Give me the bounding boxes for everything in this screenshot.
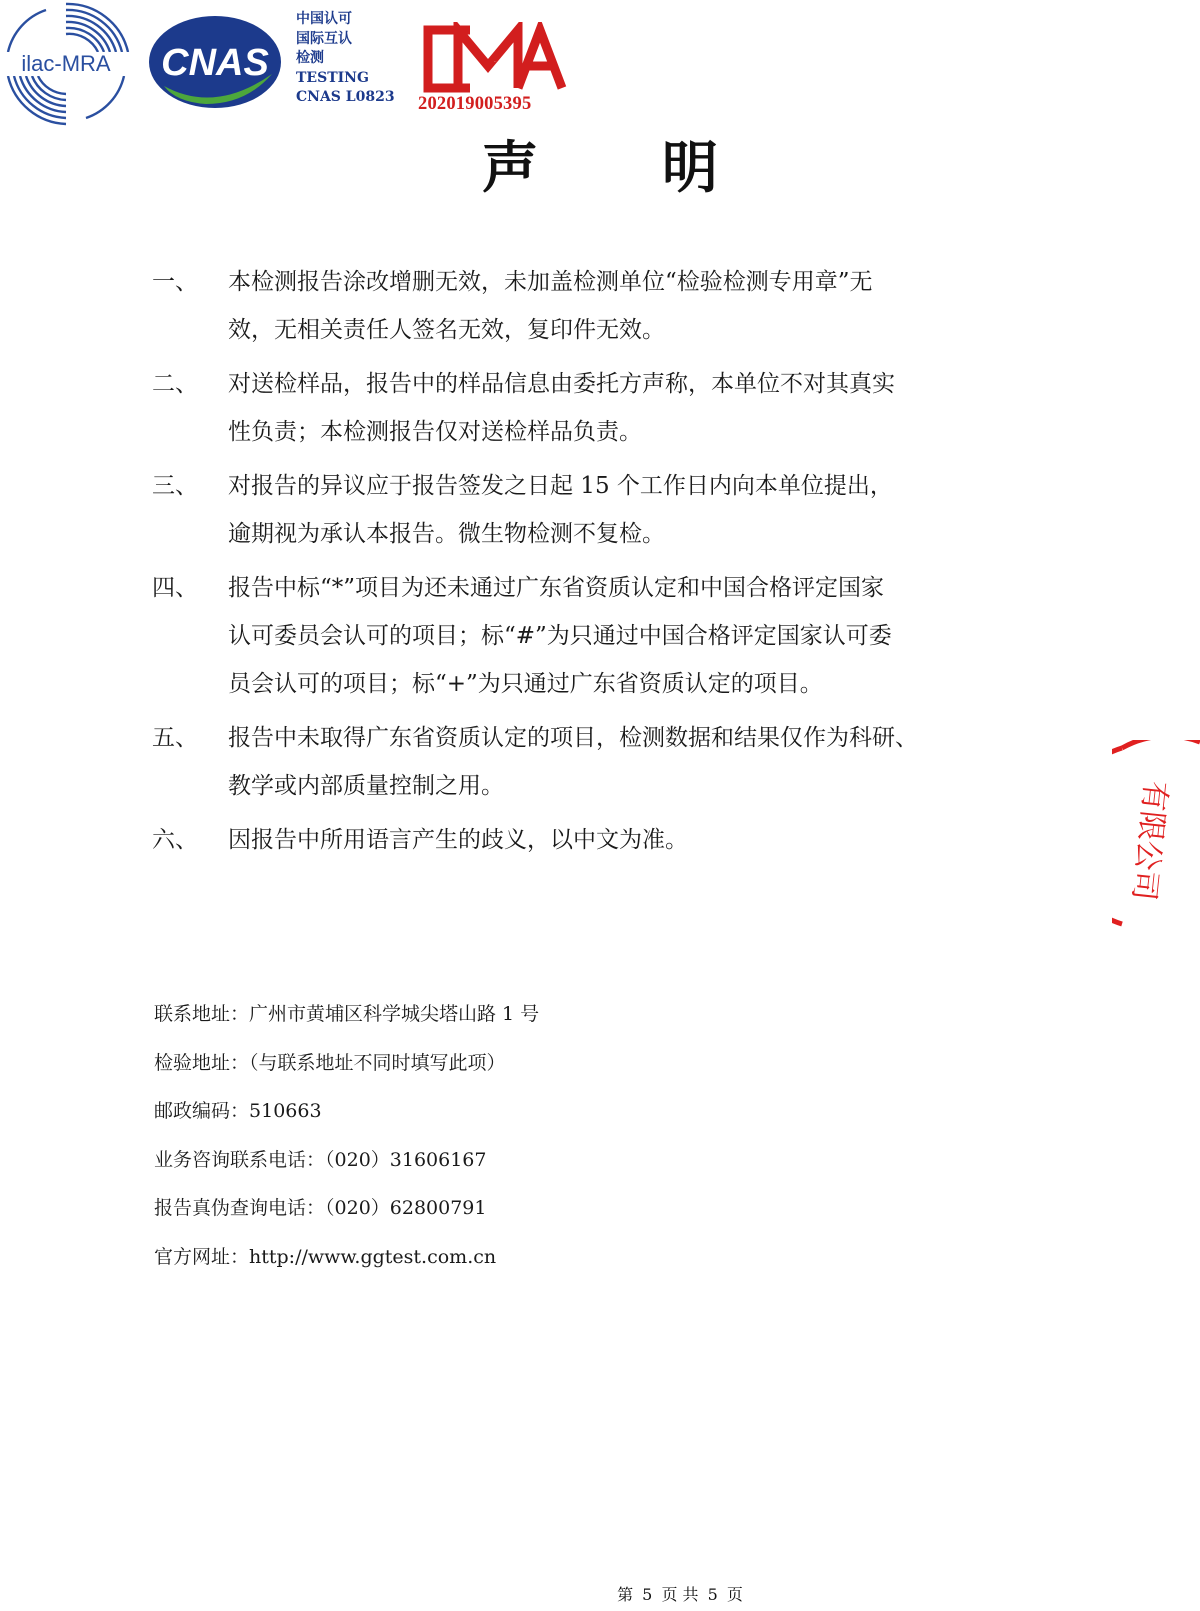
cma-logo-text: CMA <box>494 62 497 63</box>
contact-label: 官方网址： <box>154 1245 250 1268</box>
statement-item <box>152 564 992 708</box>
statement-text: 本检测报告涂改增删无效，未加盖检测单位“检验检测专用章”无 效，无相关责任人签名无效，复印件无效。 <box>228 269 873 343</box>
business-phone <box>154 1148 854 1197</box>
statement-item <box>152 258 992 354</box>
contact-label: 业务咨询联系电话： <box>154 1148 326 1171</box>
statement-number: 二、 <box>152 371 198 397</box>
statement-item <box>152 360 992 456</box>
cnas-accreditation-text <box>296 10 406 108</box>
statement-number: 一、 <box>152 269 198 295</box>
cnas-logo <box>146 12 284 112</box>
contact-value: （与联系地址不同时填写此项） <box>249 1051 506 1074</box>
statement-text: 报告中标“*”项目为还未通过广东省资质认定和中国合格评定国家 认可委员会认可的项目；标“#”为只通过中国合格评定国家认可委 员会认可的项目；标“+”为只通过广东省资质认定的项目。 <box>228 575 892 697</box>
statement-number: 五、 <box>152 725 198 751</box>
seal-text: 有限公司 <box>1125 779 1173 903</box>
company-seal <box>1112 740 1200 930</box>
statement-item <box>152 714 992 810</box>
ilac-mra-logo <box>0 0 132 128</box>
contact-info <box>154 1002 854 1293</box>
page-mid: 页 共 <box>661 1585 699 1604</box>
contact-value: （020）31606167 <box>325 1148 487 1171</box>
statement-item <box>152 816 992 864</box>
page-total: 5 <box>707 1585 718 1604</box>
contact-value: 510663 <box>249 1100 322 1122</box>
contact-value: 广州市黄埔区科学城尖塔山路 1 号 <box>249 1003 540 1025</box>
page-suffix: 页 <box>726 1585 743 1604</box>
statement-number: 三、 <box>152 473 198 499</box>
page-footer <box>0 1582 1200 1605</box>
contact-label: 联系地址： <box>154 1003 250 1025</box>
contact-label: 报告真伪查询电话： <box>154 1197 326 1219</box>
statement-list <box>152 258 992 870</box>
statement-text: 对送检样品，报告中的样品信息由委托方声称，本单位不对其真实 性负责；本检测报告仅对送检样品负责。 <box>228 371 895 445</box>
postal-code <box>154 1099 854 1148</box>
statement-text: 对报告的异议应于报告签发之日起 15 个工作日内向本单位提出， 逾期视为承认本报告。微生物检测不复检。 <box>228 473 893 547</box>
website-link[interactable]: http://www.ggtest.com.cn <box>249 1245 497 1268</box>
verification-phone <box>154 1196 854 1245</box>
page-number: 5 <box>642 1585 653 1604</box>
cma-number: 202019005395 <box>418 94 532 114</box>
cnas-line: TESTING <box>296 69 369 86</box>
statement-item <box>152 462 992 558</box>
contact-label: 检验地址： <box>154 1051 250 1074</box>
statement-number: 六、 <box>152 827 198 853</box>
ilac-logo-text: ilac-MRA <box>21 51 111 76</box>
statement-number: 四、 <box>152 575 198 601</box>
cnas-line: 国际互认 <box>296 30 352 47</box>
statement-text: 因报告中所用语言产生的歧义，以中文为准。 <box>228 827 688 853</box>
cnas-line: CNAS L0823 <box>296 89 395 105</box>
cnas-logo-text: CNAS <box>161 42 269 84</box>
inspection-address <box>154 1051 854 1100</box>
page-title: 声明 <box>482 136 842 201</box>
contact-address <box>154 1002 854 1051</box>
page-prefix: 第 <box>617 1585 634 1604</box>
cma-logo <box>418 22 570 96</box>
cnas-line: 检测 <box>296 50 324 66</box>
contact-label: 邮政编码： <box>154 1100 250 1122</box>
contact-value: （020）62800791 <box>325 1197 487 1219</box>
cnas-line: 中国认可 <box>296 11 352 27</box>
official-website <box>154 1245 854 1294</box>
statement-text: 报告中未取得广东省资质认定的项目，检测数据和结果仅作为科研、 教学或内部质量控制之用。 <box>228 725 918 799</box>
header-logos <box>0 0 600 130</box>
